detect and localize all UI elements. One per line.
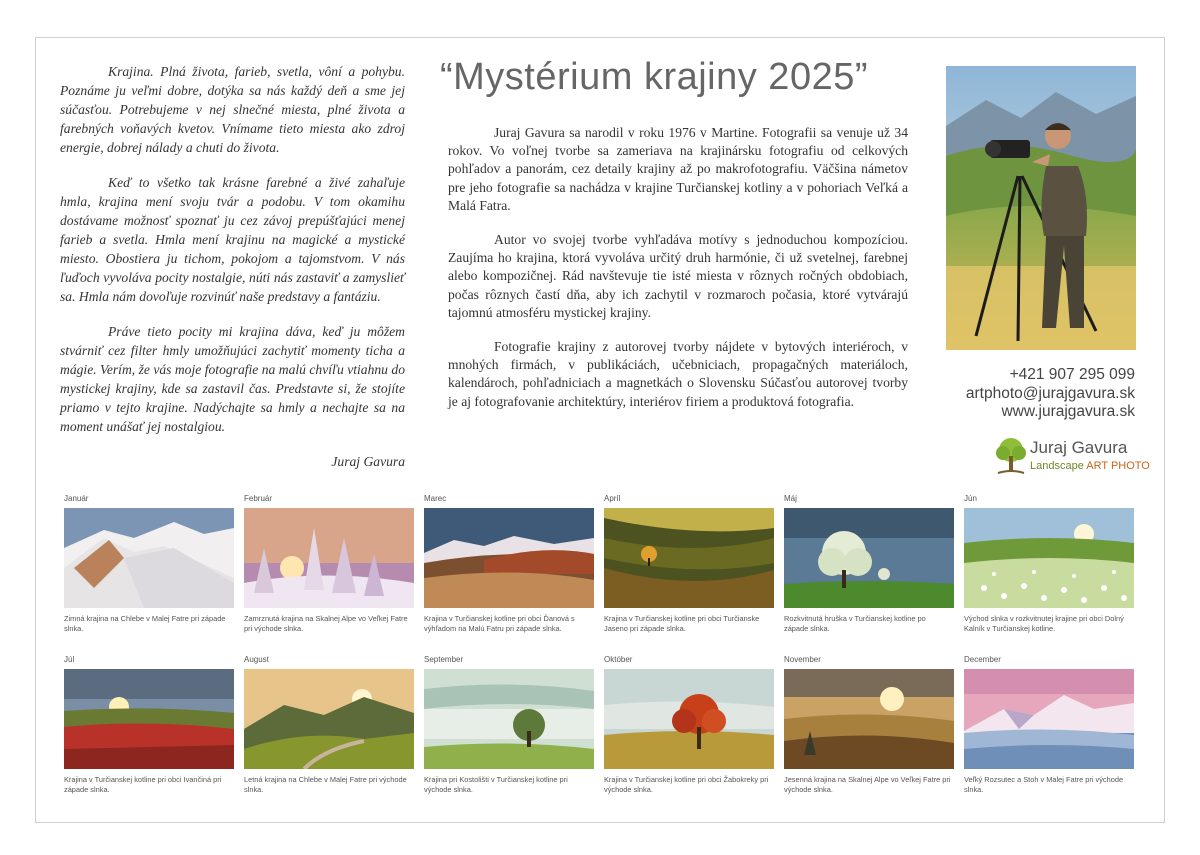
month-september: [424, 655, 594, 794]
month-caption: Krajina v Turčianskej kotline pri obci Ivančiná pri západe slnka.: [64, 775, 222, 794]
tree-logo-icon: [994, 436, 1028, 476]
phone-number[interactable]: +421 907 295 099: [1009, 366, 1135, 383]
month-november: [784, 655, 954, 794]
about-paragraph-3: Fotografie krajiny z autorovej tvorby nájdete v bytových interiéroch, v mnohých firmách, v publikáciách, učebniciach, propagačných materiáloch, kalendároch, pohľadniciach a magnetkách o Slovensku Súčasťou autorovej tvorby je aj fotografovanie architektúry, interiérov firiem a produktová fotografia.: [448, 339, 908, 409]
intro-signature: Juraj Gavura: [331, 454, 405, 469]
email-address[interactable]: artphoto@jurajgavura.sk: [965, 384, 1135, 402]
month-photo: [424, 508, 594, 608]
logo-name: Juraj Gavura: [1030, 438, 1128, 457]
about-paragraph-2: Autor vo svojej tvorbe vyhľadáva motívy s jednoduchou kompozíciou. Zaujíma ho krajina, ktorá vyvoláva určitý druh harmónie, či už svetelnej, farebnej alebo kompozičnej. Rád navštevuje tie isté miesta v rôznych ročných obdobiach, počas rôznych častí dňa, aby ich zachytil v rozmaroch počasia, ktoré vytvárajú tajomnú atmosféru mystickej krajiny.: [448, 232, 908, 320]
month-caption: Veľký Rozsutec a Stoh v Malej Fatre pri východe slnka.: [964, 775, 1124, 794]
intro-paragraph-2: Keď to všetko tak krásne farebné a živé zahaľuje hmla, krajina mení svoju tvár a podobu. V tom okamihu dostávame možnosť spoznať ju cez závoj prepúšťajúci menej farieb a svetla. Hmla mení krajinu na magické a mystické miesto. Obostiera ju tichom, pokojom a tajomstvom. V nás ľuďoch vyvoláva pocity nostalgie, núti nás zastaviť a zamyslieť sa. Hmla nám dovoľuje rozvinúť naše predstavy a fantáziu.: [60, 175, 405, 304]
month-photo: [64, 669, 234, 769]
month-name: November: [784, 655, 821, 664]
month-photo: [604, 669, 774, 769]
intro-text: [60, 62, 405, 487]
logo-tagline-a: Landscape: [1030, 460, 1087, 472]
month-photo: [244, 508, 414, 608]
month-caption: Krajina v Turčianskej kotline pri obci Žabokreky pri východe slnka.: [604, 775, 769, 794]
month-august: [244, 655, 414, 794]
month-name: Marec: [424, 494, 447, 503]
month-photo: [964, 669, 1134, 769]
month-october: [604, 655, 774, 794]
month-caption: Krajina v Turčianskej kotline pri obci Ďanová s výhľadom na Malú Fatru pri západe slnka.: [424, 614, 575, 633]
month-january: [64, 494, 234, 633]
intro-paragraph-1: Krajina. Plná života, farieb, svetla, vôní a pohybu. Poznáme ju veľmi dobre, dotýka sa nás každý deň a sme jej súčasťou. Potrebujeme v nej slnečné miesta, plné života a farebných voňavých kvetov. Vnímame tieto miesta ako zdroj energie, dobrej nálady a chuti do života.: [60, 64, 405, 155]
month-name: August: [244, 655, 269, 664]
month-february: [244, 494, 414, 633]
month-name: Apríl: [604, 494, 621, 503]
month-name: Máj: [784, 494, 797, 503]
logo-tagline: [1030, 460, 1150, 472]
month-caption: Krajina v Turčianskej kotline pri obci Turčianske Jaseno pri západe slnka.: [604, 614, 760, 633]
month-photo: [244, 669, 414, 769]
month-name: December: [964, 655, 1001, 664]
intro-paragraph-3: Práve tieto pocity mi krajina dáva, keď ju môžem stvárniť cez filter hmly umožňujúci zachytiť momenty ticha a mágie. Verím, že vás moje fotografie na malú chvíľu vtiahnu do mystickej krajiny, kde sa zastavil čas. Predstavte si, že stojíte priamo v tejto krajine. Nadýchajte sa hmly a nechajte sa na moment unášať jej nostalgiou.: [60, 324, 405, 434]
about-text: [448, 124, 908, 427]
month-march: [424, 494, 594, 633]
month-april: [604, 494, 774, 633]
month-caption: Zamrznutá krajina na Skalnej Alpe vo Veľkej Fatre pri východe slnka.: [244, 614, 408, 633]
about-paragraph-1: Juraj Gavura sa narodil v roku 1976 v Martine. Fotografii sa venuje už 34 rokov. Vo voľnej tvorbe sa zameriava na krajinársku fotografiu od celkových pohľadov a panorám, cez detaily krajiny až po makrofotografiu. Väčšina námetov pre jeho fotografie sa nachádza v krajine Turčianskej kotliny a v pohoriach Veľká a Malá Fatra.: [448, 125, 908, 213]
month-photo: [964, 508, 1134, 608]
month-name: Október: [604, 655, 633, 664]
month-caption: Zimná krajina na Chlebe v Malej Fatre pri západe slnka.: [64, 614, 226, 633]
month-name: Júl: [64, 655, 75, 664]
month-photo: [604, 508, 774, 608]
month-name: Jún: [964, 494, 977, 503]
month-caption: Rozkvitnutá hruška v Turčianskej kotline po západe slnka.: [784, 614, 926, 633]
brand-logo: [994, 436, 1150, 476]
month-caption: Východ slnka v rozkvitnutej krajine pri obci Dolný Kalník v Turčianskej kotline.: [964, 614, 1124, 633]
month-name: Január: [64, 494, 89, 503]
month-photo: [784, 508, 954, 608]
month-june: [964, 494, 1134, 633]
month-july: [64, 655, 234, 794]
month-caption: Jesenná krajina na Skalnej Alpe vo Veľkej Fatre pri východe slnka.: [784, 775, 951, 794]
month-photo: [784, 669, 954, 769]
page-title: “Mystérium krajiny 2025”: [440, 56, 868, 98]
month-caption: Letná krajina na Chlebe v Malej Fatre pri východe slnka.: [244, 775, 407, 794]
month-december: [964, 655, 1134, 794]
photographer-portrait: [946, 66, 1136, 350]
logo-tagline-b: ART PHOTO: [1086, 460, 1150, 472]
website-link[interactable]: www.jurajgavura.sk: [1001, 403, 1135, 420]
month-caption: Krajina pri Kostolišti v Turčianskej kotline pri východe slnka.: [424, 775, 568, 794]
month-photo: [64, 508, 234, 608]
contact-block: [930, 366, 1135, 422]
month-may: [784, 494, 954, 633]
month-name: September: [424, 655, 464, 664]
month-name: Február: [244, 494, 273, 503]
month-photo: [424, 669, 594, 769]
